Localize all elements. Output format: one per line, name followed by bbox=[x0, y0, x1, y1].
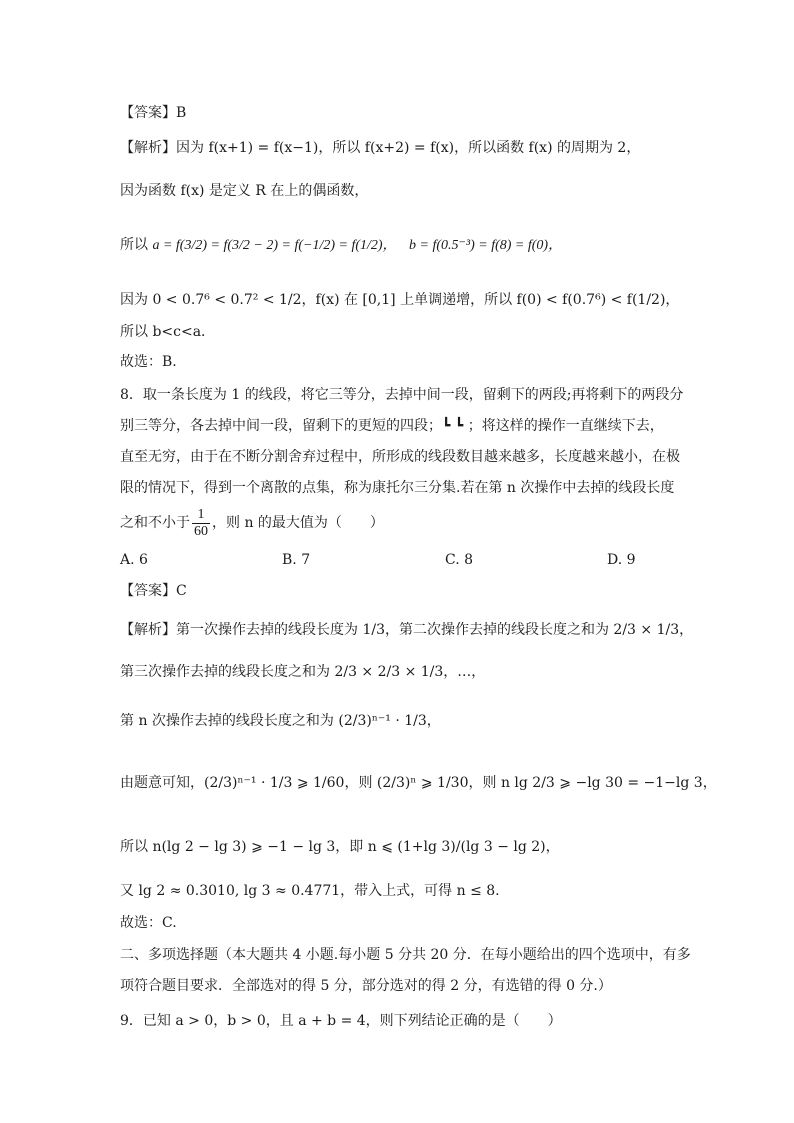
explanation-line: 【解析】第一次操作去掉的线段长度为 1/3，第二次操作去掉的线段长度之和为 2/3 × 1/3， bbox=[120, 622, 694, 638]
explanation-line: 【解析】因为 f(x+1) = f(x−1)，所以 f(x+2) = f(x)，所以函数 f(x) 的周期为 2， bbox=[120, 140, 641, 156]
question-8-line: 别三等分，各去掉中间一段，留剩下的更短的四段；┗ ┗ ；将这样的操作一直继续下去， bbox=[120, 418, 664, 434]
question-8-line bbox=[120, 505, 384, 541]
explanation-line bbox=[120, 225, 562, 266]
answer-label-1: 【答案】B bbox=[120, 105, 187, 121]
question-8-line: 8．取一条长度为 1 的线段，将它三等分，去掉中间一段，留剩下的两段;再将剩下的两段分 bbox=[120, 387, 684, 403]
section-heading: 项符合题目要求．全部选对的得 5 分，部分选对的得 2 分，有选错的得 0 分.） bbox=[120, 978, 612, 994]
option-c: C. 8 bbox=[445, 552, 474, 568]
explanation-line: 第 n 次操作去掉的线段长度之和为 (2/3)ⁿ⁻¹ · 1/3， bbox=[120, 713, 441, 729]
text: 所以 bbox=[120, 237, 153, 253]
text: 之和不小于 bbox=[120, 515, 190, 531]
explanation-line: 因为 0 < 0.7⁶ < 0.7² < 1/2，f(x) 在 [0,1] 上单调递增，所以 f(0) < f(0.7⁶) < f(1/2)， bbox=[120, 292, 680, 308]
section-heading: 二、多项选择题（本大题共 4 小题.每小题 5 分共 20 分．在每小题给出的四个选项中，有多 bbox=[120, 947, 691, 963]
explanation-line: 第三次操作去掉的线段长度之和为 2/3 × 2/3 × 1/3，…， bbox=[120, 664, 486, 680]
explanation-line: 因为函数 f(x) 是定义 R 在上的偶函数， bbox=[120, 183, 369, 199]
option-a: A. 6 bbox=[120, 552, 148, 568]
numerator: 1 bbox=[192, 507, 210, 524]
question-8-line: 限的情况下，得到一个离散的点集，称为康托尔三分集.若在第 n 次操作中去掉的线段长度 bbox=[120, 480, 675, 496]
explanation-line: 所以 n(lg 2 − lg 3) ⩾ −1 − lg 3，即 n ⩽ (1+lg 3)/(lg 3 − lg 2)， bbox=[120, 839, 560, 855]
question-8-line: 直至无穷，由于在不断分割舍弃过程中，所形成的线段数目越来越多，长度越来越小，在极 bbox=[120, 449, 680, 465]
option-d: D. 9 bbox=[607, 552, 636, 568]
option-b: B. 7 bbox=[282, 552, 311, 568]
options-row bbox=[120, 550, 680, 570]
explanation-line: 故选：B. bbox=[120, 354, 177, 370]
explanation-line: 所以 b<c<a． bbox=[120, 324, 216, 340]
text: ，则 n 的最大值为（ ） bbox=[212, 515, 384, 531]
formula-a: a = f(3/2) = f(3/2 − 2) = f(−1/2) = f(1/2)， bbox=[152, 238, 397, 253]
answer-label-2: 【答案】C bbox=[120, 583, 187, 599]
denominator: 60 bbox=[194, 523, 208, 539]
explanation-line: 故选：C. bbox=[120, 915, 177, 931]
explanation-line: 又 lg 2 ≈ 0.3010, lg 3 ≈ 0.4771，带入上式，可得 n ≤ 8. bbox=[120, 883, 500, 899]
fraction bbox=[192, 507, 210, 540]
formula-b: b = f(0.5⁻³) = f(8) = f(0)， bbox=[409, 238, 563, 253]
explanation-line: 由题意可知，(2/3)ⁿ⁻¹ · 1/3 ⩾ 1/60，则 (2/3)ⁿ ⩾ 1/30，则 n lg 2/3 ⩾ −lg 30 = −1−lg 3， bbox=[120, 775, 717, 791]
question-9: 9．已知 a > 0，b > 0，且 a + b = 4，则下列结论正确的是（ ） bbox=[120, 1013, 562, 1029]
